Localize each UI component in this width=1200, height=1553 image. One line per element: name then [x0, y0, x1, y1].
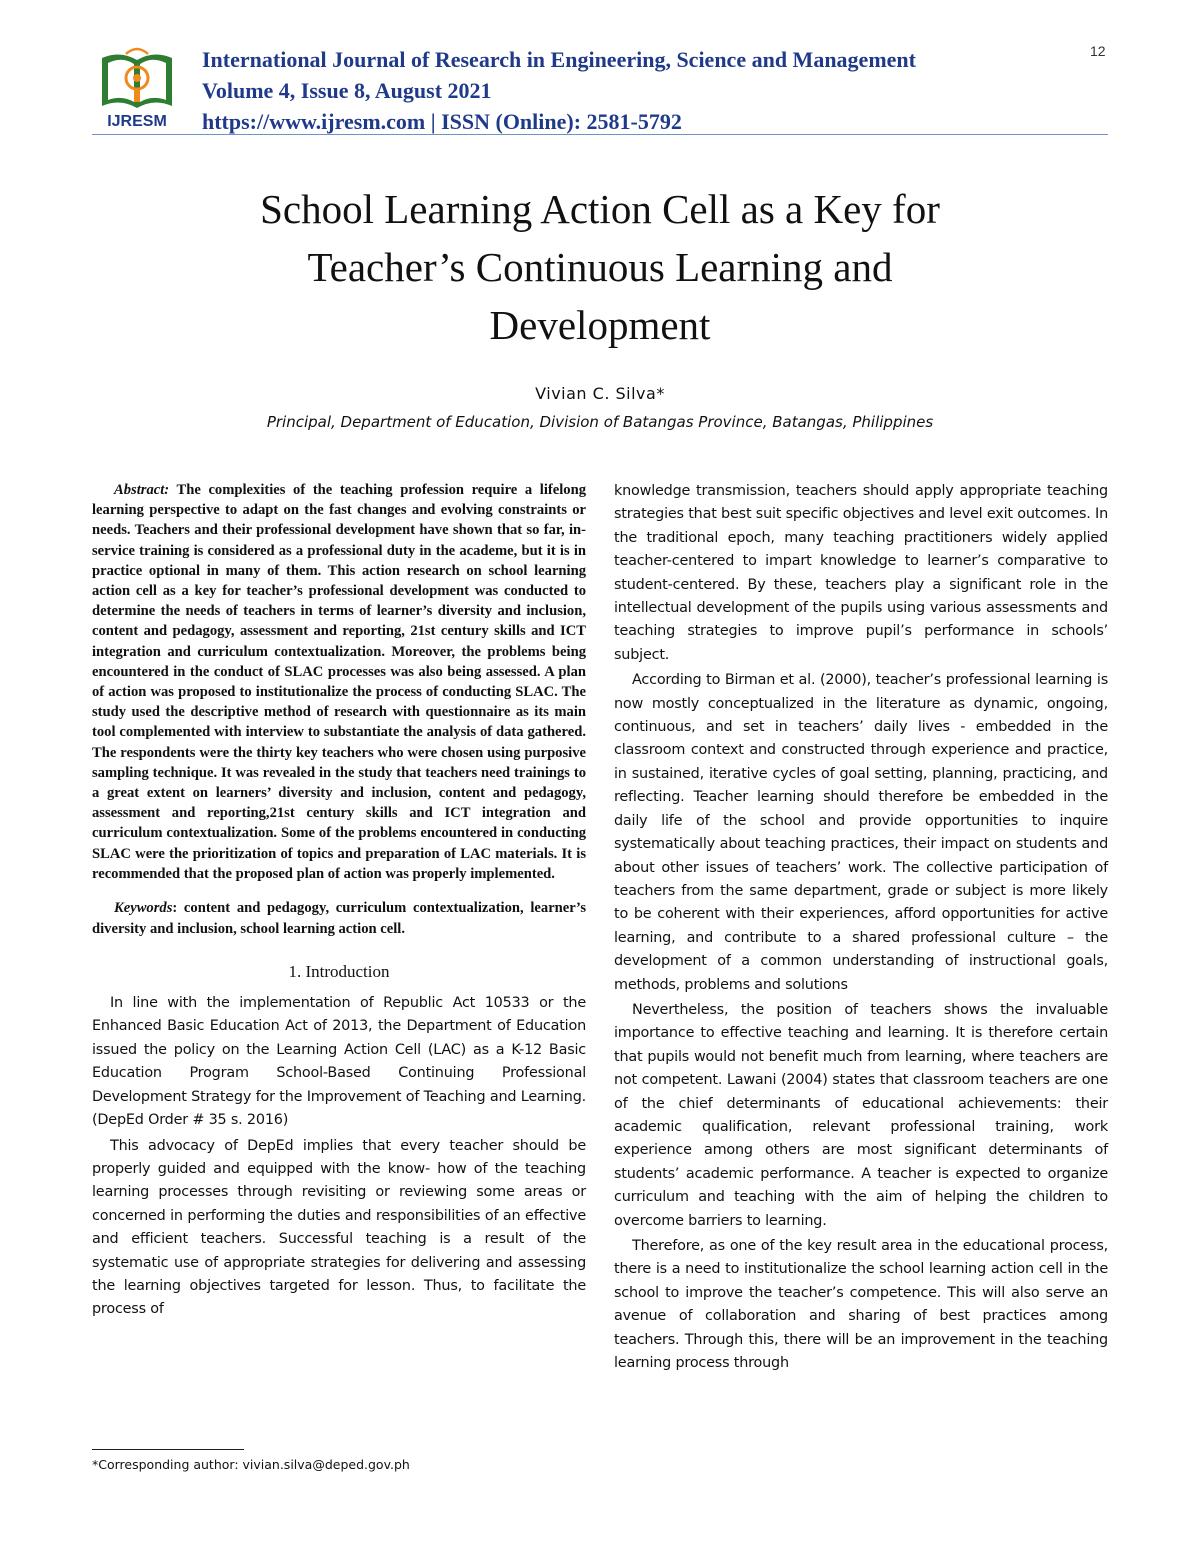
body-paragraph: According to Birman et al. (2000), teacher’s professional learning is now mostly conceptualized in the literature as dynamic, ongoing, continuous, and set in teachers’ daily lives - embedded in the classroom context and constructed through experience and practice, in sustained, iterative cycles of goal setting, planning, practicing, and reflecting. Teacher learning should therefore be embedded in the daily life of the school and provide opportunities to inquire systematically about teaching practices, their impact on students and about other issues of teachers’ work. The collective participation of teachers from the same department, grade or subject is more likely to be coherent with their experiences, afford opportunities for active learning, and contribute to a shared professional culture – the development of a common understanding of instructional goals, methods, problems and solutions — [614, 672, 1108, 993]
author-affiliation: Principal, Department of Education, Division of Batangas Province, Batangas, Philippines — [266, 413, 934, 431]
journal-info — [202, 44, 916, 137]
title-line: School Learning Action Cell as a Key for — [260, 186, 940, 232]
title-line: Teacher’s Continuous Learning and — [307, 244, 893, 290]
url-issn[interactable]: https://www.ijresm.com | ISSN (Online): 2581-5792 — [202, 109, 682, 134]
page-number: 12 — [1090, 43, 1106, 59]
body-paragraph: Therefore, as one of the key result area in the educational process, there is a need to institutionalize the school learning action cell in the school to improve the teacher’s competence. This will also serve an avenue of collaboration and sharing of best practices among teachers. Through this, there will be an improvement in the teaching learning process through — [614, 1238, 1108, 1372]
volume-issue: Volume 4, Issue 8, August 2021 — [202, 78, 492, 103]
right-column — [614, 480, 1108, 1377]
abstract-label: Abstract: — [114, 482, 170, 498]
paper-title — [120, 180, 1080, 354]
body-paragraph: This advocacy of DepEd implies that every teacher should be properly guided and equipped with the know- how of the teaching learning processes through revisiting or reviewing some areas or concerned in performing the duties and responsibilities of an effective and efficient teachers. Successful teaching is a result of the systematic use of appropriate strategies for delivering and assessing the learning objectives targeted for lesson. Thus, to facilitate the process of — [92, 1137, 586, 1318]
corresponding-author-footnote: *Corresponding author: vivian.silva@deped.gov.ph — [92, 1457, 410, 1472]
journal-name: International Journal of Research in Engineering, Science and Management — [202, 47, 916, 72]
footnote-divider — [92, 1449, 244, 1450]
keywords-text: : content and pedagogy, curriculum contextualization, learner’s diversity and inclusion, school learning action cell. — [92, 900, 586, 938]
abstract-text: The complexities of the teaching profession require a lifelong learning perspective to adapt on the fast changes and evolving constraints or needs. Teachers and their professional development have shown that so far, in-service training is considered as a professional duty in the academe, but it is in practice optional in many of them. This action research on school learning action cell as a key for teacher’s professional development was conducted to determine the needs of teachers in terms of learner’s diversity and inclusion, content and pedagogy, assessment and reporting, 21st century skills and ICT integration and curriculum contextualization. Moreover, the problems being encountered in the conduct of SLAC processes was also being assessed. A plan of action was proposed to institutionalize the process of conducting SLAC. The study used the descriptive method of research with questionnaire as its main tool complemented with interview to substantiate the analysis of data gathered. The respondents were the thirty key teachers who were chosen using purposive sampling technique. It was revealed in the study that teachers need trainings to a great extent on learners’ diversity and inclusion, content and pedagogy, assessment and reporting,21st century skills and ICT integration and curriculum contextualization. Some of the problems encountered in conducting SLAC were the prioritization of topics and preparation of LAC materials. It is recommended that the proposed plan of action was properly implemented. — [92, 482, 586, 882]
body-paragraph: Nevertheless, the position of teachers shows the invaluable importance to effective teaching and learning. It is therefore certain that pupils would not benefit much from learning, where teachers are not competent. Lawani (2004) states that classroom teachers are one of the chief determinants of educational achievements: their academic qualification, relevant professional training, work experience among others are most significant determinants of students’ academic performance. A teacher is expected to organize curriculum and teaching with the aim of helping the children to overcome barriers to learning. — [614, 1001, 1108, 1229]
left-column — [92, 480, 586, 1324]
header-divider — [92, 134, 1108, 135]
author-name: Vivian C. Silva* — [535, 384, 665, 403]
body-paragraph: In line with the implementation of Republic Act 10533 or the Enhanced Basic Education Act of 2013, the Department of Education issued the policy on the Learning Action Cell (LAC) as a K-12 Basic Education Program School-Based Continuing Professional Development Strategy for the Improvement of Teaching and Learning. (DepEd Order # 35 s. 2016) — [92, 995, 586, 1129]
title-line: Development — [489, 302, 711, 348]
journal-header — [92, 40, 1108, 136]
book-lamp-icon — [96, 44, 178, 114]
body-paragraph: knowledge transmission, teachers should apply appropriate teaching strategies that best suit specific objectives and level exit outcomes. In the traditional epoch, many teaching practitioners widely applied teacher-centered to impart knowledge to learner’s comparative to student-centered. By these, teachers play a significant role in the intellectual development of the pupils using various assessments and teaching strategies to improve pupil’s performance in schools’ subject. — [614, 483, 1108, 663]
journal-logo — [92, 44, 182, 136]
keywords-label: Keywords — [114, 900, 173, 917]
keywords — [92, 898, 586, 940]
logo-text: IJRESM — [107, 113, 167, 130]
section-heading-introduction: 1. Introduction — [288, 962, 390, 982]
abstract — [92, 480, 586, 884]
